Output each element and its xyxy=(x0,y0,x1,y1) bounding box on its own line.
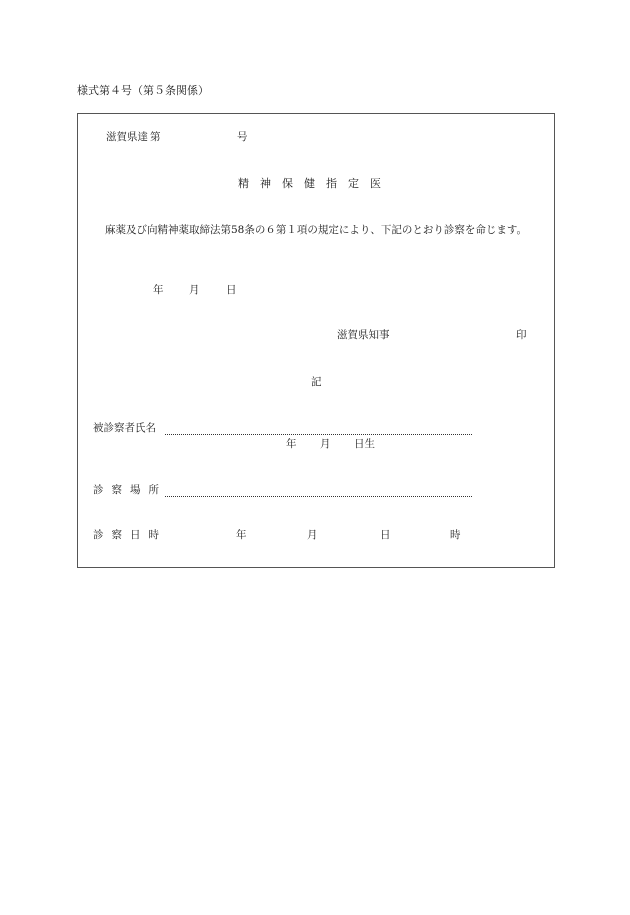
form-number: 様式第４号（第５条関係） xyxy=(77,84,209,97)
exam-hour: 時 xyxy=(450,529,461,541)
doc-number-prefix: 滋賀県達 xyxy=(106,131,148,143)
exam-day: 日 xyxy=(380,529,391,541)
doc-number-go: 号 xyxy=(237,131,248,143)
issue-date-year: 年 xyxy=(153,284,164,296)
doc-number-dai: 第 xyxy=(150,131,161,143)
seal-mark: 印 xyxy=(516,329,527,341)
patient-name-label: 被診察者氏名 xyxy=(93,422,156,434)
exam-place-label: 診察場所 xyxy=(93,484,167,496)
birth-day: 日生 xyxy=(354,438,375,450)
exam-place-field[interactable] xyxy=(165,496,472,497)
exam-year: 年 xyxy=(236,529,247,541)
birth-year: 年 xyxy=(286,438,297,450)
exam-datetime-label: 診察日時 xyxy=(93,529,167,541)
patient-name-field[interactable] xyxy=(165,434,472,435)
issue-date-day: 日 xyxy=(226,284,237,296)
exam-month: 月 xyxy=(307,529,318,541)
birth-month: 月 xyxy=(320,438,331,450)
issuer-name: 滋賀県知事 xyxy=(337,329,390,341)
document-title: 精神保健指定医 xyxy=(238,177,392,190)
body-text: 麻薬及び向精神薬取締法第58条の６第１項の規定により、下記のとおり診察を命じます。 xyxy=(105,224,528,236)
issue-date-month: 月 xyxy=(189,284,200,296)
ki-heading: 記 xyxy=(311,376,322,388)
